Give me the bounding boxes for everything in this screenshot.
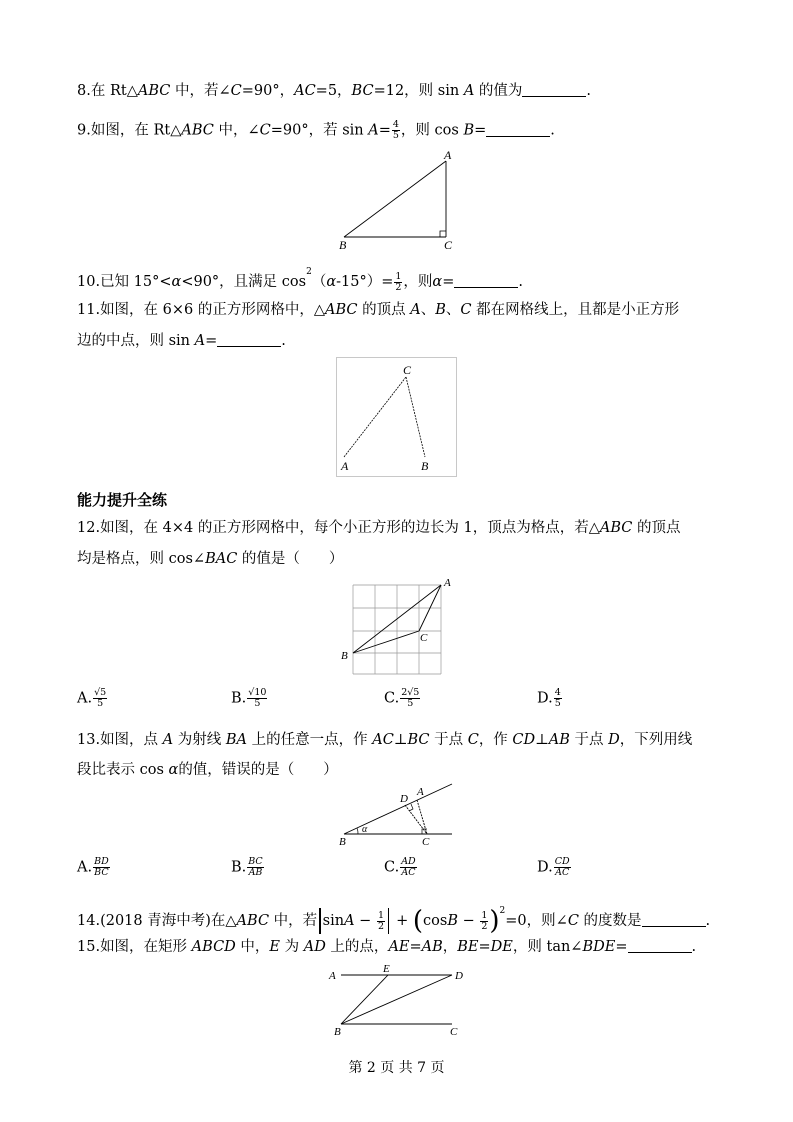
label-alpha: α	[362, 824, 368, 835]
q13-option-a[interactable]: A. $\frac{BD}{BC}$	[77, 856, 109, 878]
question-14: 14.(2018 青海中考)在△ABC 中，若 sinA − $\frac{1}{2}$ + (cosB − $\frac{1}{2}$ )$^2$=0，则∠C 的度数是 .	[77, 906, 711, 936]
figure-9-triangle	[335, 145, 465, 255]
label-B: B	[339, 836, 346, 848]
answer-blank	[522, 82, 586, 97]
question-13-line-2: 段比表示 cos α的值，错误的是（ ）	[77, 762, 338, 778]
label-B: B	[334, 1026, 341, 1038]
q12-option-d[interactable]: D. $\frac{4}{5}$	[537, 687, 561, 709]
label-A: A	[444, 577, 451, 589]
question-11-line-1: 11.如图，在 6×6 的正方形网格中，△ABC 的顶点 A、B、C 都在网格线上，且都是小正方形	[77, 302, 680, 318]
label-A: A	[329, 970, 336, 982]
question-12-line-1: 12.如图，在 4×4 的正方形网格中，每个小正方形的边长为 1，顶点为格点，若△ABC 的顶点	[77, 520, 681, 536]
label-A: A	[417, 786, 424, 798]
label-B: B	[339, 238, 347, 252]
question-15: 15.如图，在矩形 ABCD 中，E 为 AD 上的点，AE=AB，BE=DE，则 tan∠BDE= .	[77, 939, 697, 955]
label-D: D	[455, 970, 463, 982]
label-C: C	[450, 1026, 458, 1038]
label-C: C	[444, 238, 453, 252]
figure-12-grid-triangle	[338, 575, 458, 675]
label-C: C	[422, 836, 430, 848]
question-8: 8.在 Rt△ABC 中，若∠C=90°，AC=5，BC=12，则 sin A 的值为 .	[77, 83, 592, 99]
figure-13-ray	[336, 780, 458, 850]
label-C: C	[420, 632, 428, 644]
q13-option-c[interactable]: C. $\frac{AD}{AC}$	[384, 856, 416, 878]
label-D: D	[400, 793, 408, 805]
section-title: 能力提升全练	[77, 491, 168, 509]
question-9: 9.如图，在 Rt△ABC 中，∠C=90°，若 sin A= $\frac{4}{5}$ ，则 cos B= .	[77, 119, 555, 141]
label-A: A	[341, 459, 349, 473]
label-C: C	[403, 363, 412, 377]
q13-option-b[interactable]: B. $\frac{BC}{AB}$	[231, 856, 263, 878]
fraction: $\frac{4}{5}$	[392, 119, 399, 141]
question-11-line-2: 边的中点，则 sin A= .	[77, 333, 286, 349]
question-10: 10.已知 15°<α<90°，且满足 $\cos^2(\alpha-15^\circ)=$ $\frac{1}{2}$ ，则α= .	[77, 267, 523, 293]
figure-11-grid-triangle	[336, 357, 458, 479]
label-A: A	[444, 148, 452, 162]
page-footer: 第 2 页 共 7 页	[348, 1060, 445, 1076]
q12-option-c[interactable]: C. $\frac{2√5}{5}$	[384, 687, 420, 709]
q12-option-b[interactable]: B. $\frac{√10}{5}$	[231, 687, 267, 709]
answer-blank	[486, 122, 550, 137]
label-E: E	[383, 963, 390, 975]
q12-option-a[interactable]: A. $\frac{√5}{5}$	[77, 687, 107, 709]
answer-blank	[454, 273, 518, 288]
fraction: $\frac{1}{2}$	[395, 270, 402, 293]
figure-15-rectangle	[324, 962, 470, 1040]
question-13-line-1: 13.如图，点 A 为射线 BA 上的任意一点，作 AC⊥BC 于点 C，作 CD⊥AB 于点 D，下列用线	[77, 732, 693, 748]
label-B: B	[421, 459, 429, 473]
label-B: B	[341, 650, 348, 662]
answer-blank	[217, 332, 281, 347]
question-12-line-2: 均是格点，则 cos∠BAC 的值是（ ）	[77, 551, 344, 567]
answer-blank	[628, 938, 692, 953]
q13-option-d[interactable]: D. $\frac{CD}{AC}$	[537, 856, 570, 878]
answer-blank	[642, 912, 706, 927]
